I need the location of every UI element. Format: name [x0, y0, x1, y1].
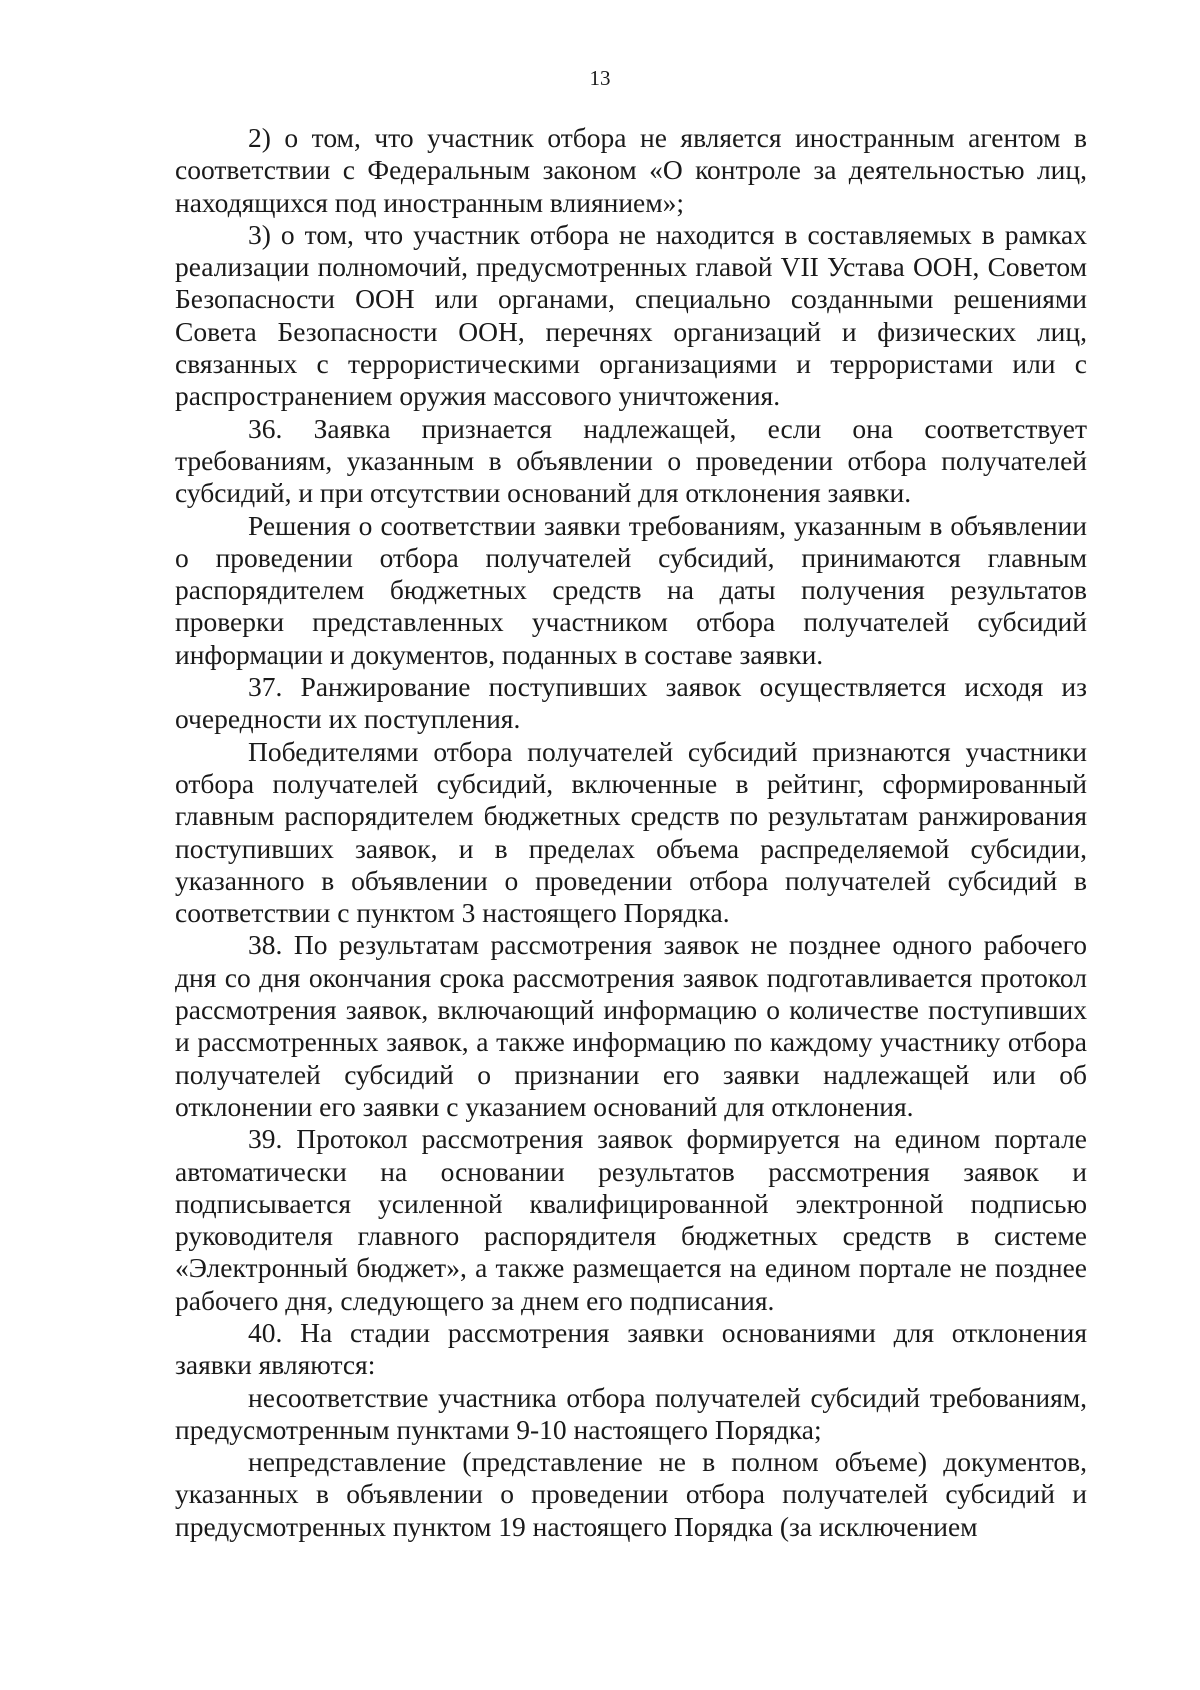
paragraph-37-winners: Победителями отбора получателей субсидий признаются участники отбора получателей субсидий, включенные в рейтинг, сформированный главным распорядителем бюджетных средств по результатам ранжирования поступивших заявок, и в пределах объема распределяемой субсидии, указанного в объявлении о проведении отбора получателей субсидий в соответствии с пунктом 3 настоящего Порядка. [175, 735, 1087, 929]
paragraph-item-3: 3) о том, что участник отбора не находится в составляемых в рамках реализации полномочий, предусмотренных главой VII Устава ООН, Советом Безопасности ООН или органами, специально созданными решениями Совета Безопасности ООН, перечнях организаций и физических лиц, связанных с террористическими организациями и террористами или с распространением оружия массового уничтожения. [175, 218, 1087, 412]
paragraph-40: 40. На стадии рассмотрения заявки основаниями для отклонения заявки являются: [175, 1316, 1087, 1381]
paragraph-36-decisions: Решения о соответствии заявки требованиям, указанным в объявлении о проведении отбора получателей субсидий, принимаются главным распорядителем бюджетных средств на даты получения результатов проверки представленных участником отбора получателей субсидий информации и документов, поданных в составе заявки. [175, 509, 1087, 670]
page-number: 13 [589, 66, 611, 90]
paragraph-39: 39. Протокол рассмотрения заявок формируется на едином портале автоматически на основании результатов рассмотрения заявок и подписывается усиленной квалифицированной электронной подписью руководителя главного распорядителя бюджетных средств в системе «Электронный бюджет», а также размещается на едином портале не позднее рабочего дня, следующего за днем его подписания. [175, 1123, 1087, 1316]
paragraph-38: 38. По результатам рассмотрения заявок не позднее одного рабочего дня со дня окончания срока рассмотрения заявок подготавливается протокол рассмотрения заявок, включающий информацию о количестве поступивших и рассмотренных заявок, а также информацию по каждому участнику отбора получателей субсидий о признании его заявки надлежащей или об отклонении его заявки с указанием оснований для отклонения. [175, 929, 1087, 1122]
paragraph-item-2: 2) о том, что участник отбора не является иностранным агентом в соответствии с Федеральным законом «О контроле за деятельностью лиц, находящихся под иностранным влиянием»; [175, 122, 1087, 218]
paragraph-40-ground-2: непредставление (представление не в полном объеме) документов, указанных в объявлении о проведении отбора получателей субсидий и предусмотренных пунктом 19 настоящего Порядка (за исключением [175, 1446, 1087, 1542]
document-body [175, 122, 1087, 1543]
paragraph-36: 36. Заявка признается надлежащей, если она соответствует требованиям, указанным в объявлении о проведении отбора получателей субсидий, и при отсутствии оснований для отклонения заявки. [175, 412, 1087, 509]
paragraph-37: 37. Ранжирование поступивших заявок осуществляется исходя из очередности их поступления. [175, 671, 1087, 735]
paragraph-40-ground-1: несоответствие участника отбора получателей субсидий требованиям, предусмотренным пунктами 9-10 настоящего Порядка; [175, 1381, 1087, 1445]
